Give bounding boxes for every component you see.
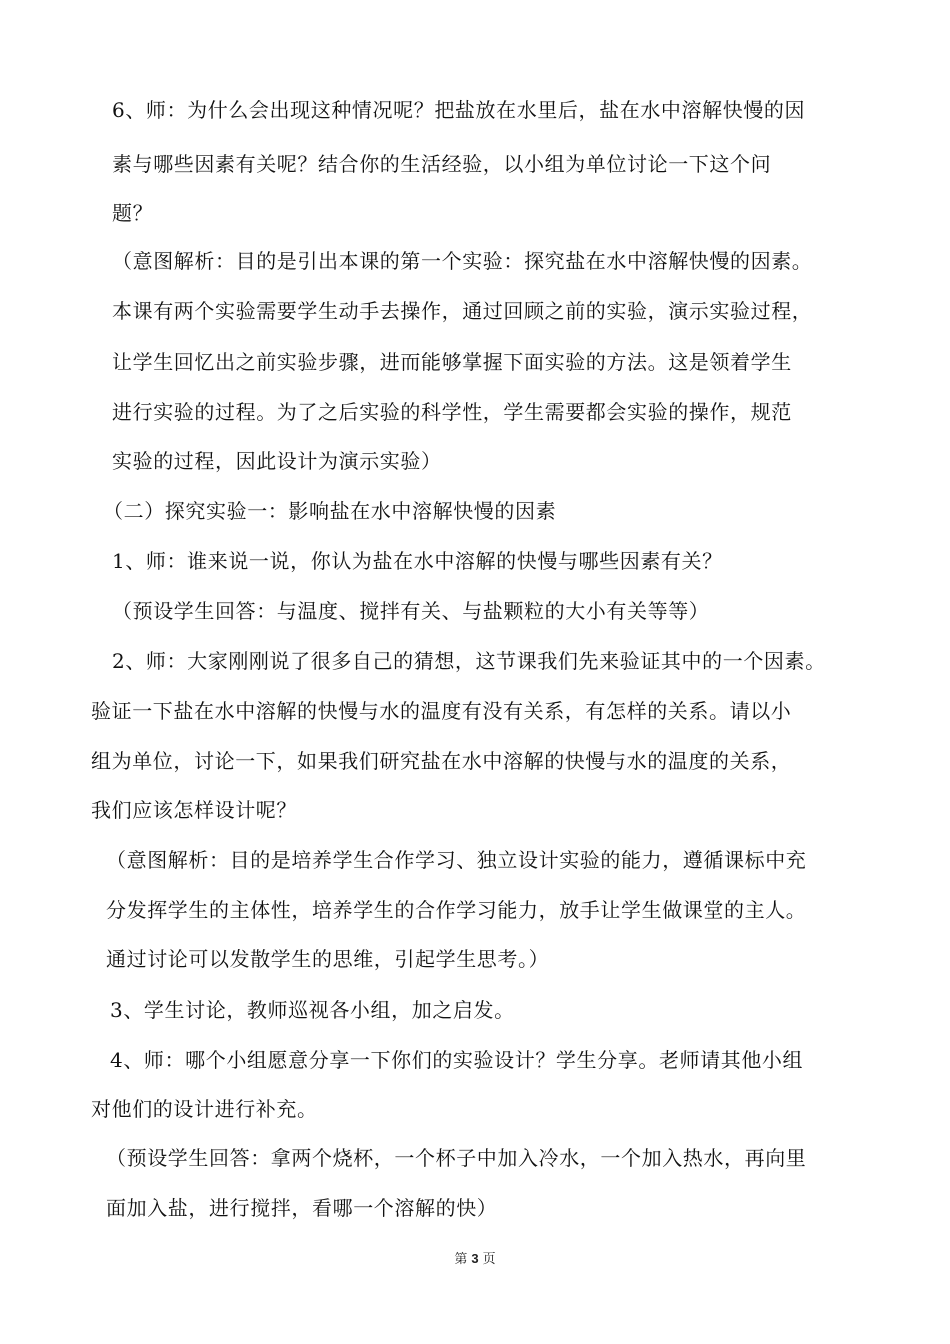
text-line: 通过讨论可以发散学生的思维，引起学生思考。） (106, 947, 550, 971)
text-line: 6、师：为什么会出现这种情况呢？把盐放在水里后，盐在水中溶解快慢的因 (112, 98, 806, 122)
text-line: 对他们的设计进行补充。 (91, 1097, 318, 1121)
text-line: 题？ (112, 201, 154, 225)
text-line: 面加入盐，进行搅拌，看哪一个溶解的快） (106, 1196, 498, 1220)
page-suffix: 页 (482, 1252, 496, 1267)
text-line: （意图解析：目的是培养学生合作学习、独立设计实验的能力，遵循课标中充 (106, 848, 807, 872)
text-line: 4、师：哪个小组愿意分享一下你们的实验设计？学生分享。老师请其他小组 (110, 1048, 804, 1072)
text-line: 我们应该怎样设计呢？ (91, 798, 297, 822)
text-line: （预设学生回答：与温度、搅拌有关、与盐颗粒的大小有关等等） (112, 599, 710, 623)
text-line: 1、师：谁来说一说，你认为盐在水中溶解的快慢与哪些因素有关？ (112, 549, 723, 573)
text-line: 验证一下盐在水中溶解的快慢与水的温度有没有关系，有怎样的关系。请以小 (91, 699, 792, 723)
text-line: 让学生回忆出之前实验步骤，进而能够掌握下面实验的方法。这是领着学生 (112, 350, 792, 374)
text-line: 2、师：大家刚刚说了很多自己的猜想，这节课我们先来验证其中的一个因素。 (112, 649, 826, 673)
text-line: （意图解析：目的是引出本课的第一个实验：探究盐在水中溶解快慢的因素。 (112, 249, 813, 273)
text-line: （预设学生回答：拿两个烧杯，一个杯子中加入冷水，一个加入热水，再向里 (106, 1146, 807, 1170)
text-line: 组为单位，讨论一下，如果我们研究盐在水中溶解的快慢与水的温度的关系， (91, 749, 792, 773)
text-line: 分发挥学生的主体性，培养学生的合作学习能力，放手让学生做课堂的主人。 (106, 898, 807, 922)
text-line: 进行实验的过程。为了之后实验的科学性，学生需要都会实验的操作，规范 (112, 400, 792, 424)
page-footer (0, 1250, 950, 1269)
page-number: 3 (471, 1251, 479, 1266)
text-line: 素与哪些因素有关呢？结合你的生活经验，以小组为单位讨论一下这个问 (112, 152, 772, 176)
text-line: 实验的过程，因此设计为演示实验） (112, 449, 442, 473)
text-line: 3、学生讨论，教师巡视各小组，加之启发。 (110, 998, 515, 1022)
page-prefix: 第 (454, 1252, 468, 1267)
text-line: 本课有两个实验需要学生动手去操作，通过回顾之前的实验，演示实验过程， (112, 299, 813, 323)
section-heading: （二）探究实验一：影响盐在水中溶解快慢的因素 (103, 499, 557, 523)
